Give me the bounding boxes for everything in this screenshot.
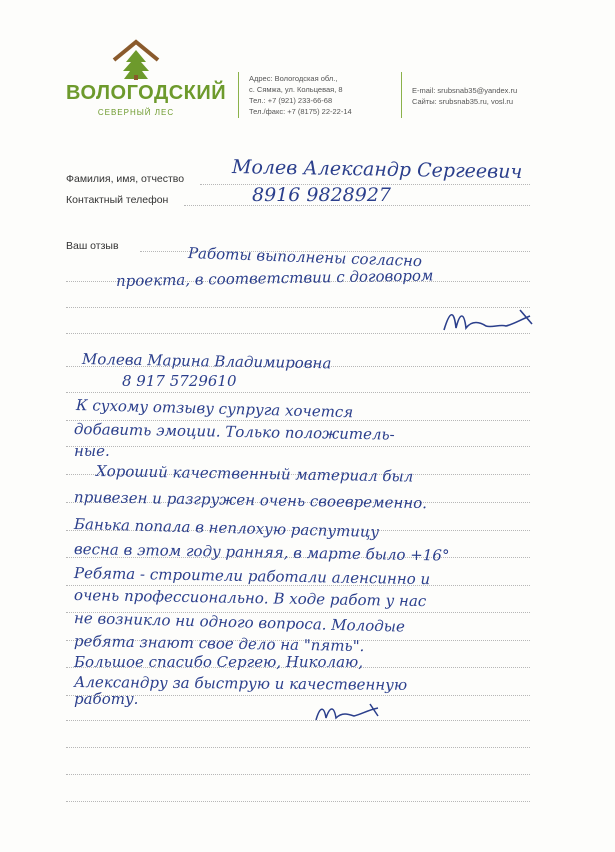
review2-line: Большое спасибо Сергею, Николаю, bbox=[74, 653, 364, 671]
writing-line bbox=[66, 801, 530, 802]
review2-line: Ребята - строители работали аленсинно и bbox=[73, 564, 431, 589]
company-contacts: E-mail: srubsnab35@yandex.ru Сайты: srubsnab35.ru, vosl.ru bbox=[412, 86, 518, 106]
header-divider bbox=[238, 72, 239, 118]
company-logo bbox=[66, 38, 227, 117]
review1-line: Работы выполнены согласно bbox=[187, 244, 423, 271]
house-with-tree-icon bbox=[110, 38, 162, 80]
name-label: Фамилия, имя, отчество bbox=[66, 173, 185, 185]
writing-line bbox=[66, 774, 530, 775]
review2-line: Банька попала в неплохую распутицу bbox=[73, 515, 380, 541]
review2-line: ные. bbox=[74, 442, 110, 460]
review2-line: очень профессионально. В ходе работ у нас bbox=[73, 586, 427, 611]
review2-phone: 8 917 5729610 bbox=[122, 372, 237, 390]
company-address: Адрес: Вологодская обл., с. Сямжа, ул. Кольцевая, 8 Тел.: +7 (921) 233-66-68 Тел./факс: +7 (8175) 22-22-14 bbox=[249, 74, 352, 116]
review2-line: весна в этом году ранняя, в марте было +16° bbox=[73, 540, 450, 565]
review2-line: Александру за быструю и качественную bbox=[73, 673, 408, 694]
name-handwritten: Молев Александр Сергеевич bbox=[231, 156, 523, 184]
review2-line: не возникло ни одного вопроса. Молодые bbox=[73, 609, 406, 636]
phone-handwritten: 8916 9828927 bbox=[252, 184, 392, 206]
review2-line: добавить эмоции. Только положитель- bbox=[73, 420, 395, 444]
header-divider bbox=[401, 72, 402, 118]
phone-label: Контактный телефон bbox=[66, 194, 169, 206]
review2-line: привезен и разгружен очень своевременно. bbox=[73, 488, 428, 513]
writing-line bbox=[66, 446, 530, 447]
brand-name: ВОЛОГОДСКИЙ bbox=[66, 82, 227, 104]
review2-line: К сухому отзыву супруга хочется bbox=[75, 396, 354, 422]
review2-line: ребята знают свое дело на "пять". bbox=[73, 632, 365, 656]
brand-subtitle: СЕВЕРНЫЙ ЛЕС bbox=[97, 108, 175, 117]
signature-1 bbox=[440, 300, 540, 340]
review-label: Ваш отзыв bbox=[66, 240, 119, 252]
review2-author: Молева Марина Владимировна bbox=[81, 350, 332, 373]
review1-line: проекта, в соответствии с договором bbox=[115, 266, 434, 290]
signature-2 bbox=[312, 698, 392, 728]
writing-line bbox=[66, 747, 530, 748]
writing-line bbox=[66, 720, 530, 721]
review2-line: Хороший качественный материал был bbox=[95, 462, 414, 486]
writing-line bbox=[66, 392, 530, 393]
review2-line: работу. bbox=[74, 690, 139, 708]
